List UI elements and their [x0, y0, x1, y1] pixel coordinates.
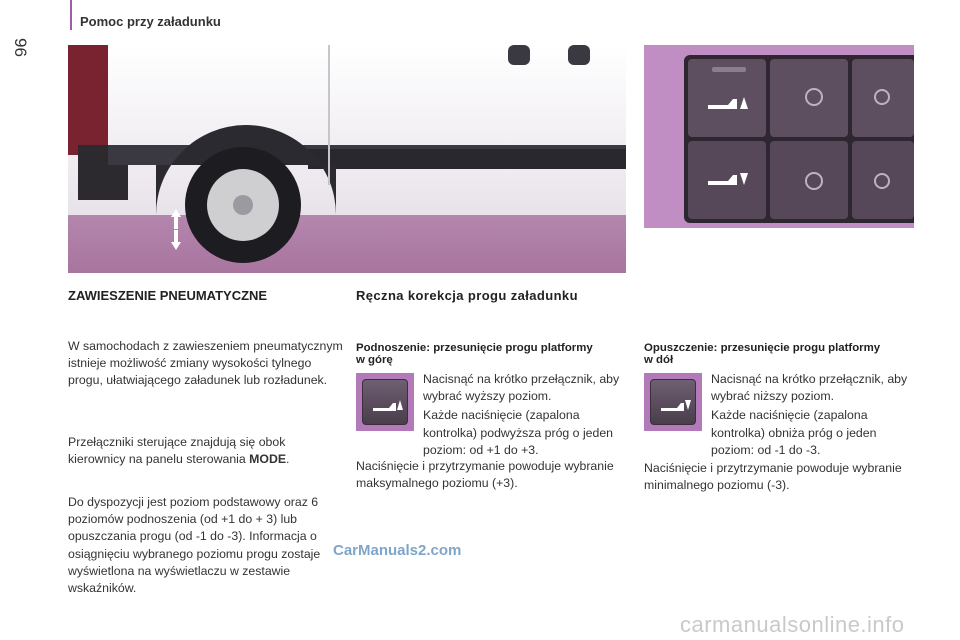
subheading-lower: Opuszczenie: przesunięcie progu platformy w dół [644, 342, 881, 366]
watermark-carmanualsonline: carmanualsonline.info [680, 612, 905, 637]
paragraph-switch-location: Przełączniki sterujące znajdują się obok kierownicy na panelu sterowania MODE. [68, 435, 290, 467]
header-title: Pomoc przy załadunku [80, 14, 221, 29]
section-heading-air-suspension: ZAWIESZENIE PNEUMATYCZNE [68, 288, 268, 303]
raise-instr-2: Każde naciśnięcie (zapalona kontrolka) podwyższa próg o jeden poziom: od +1 do +3. [423, 408, 614, 457]
paragraph-levels: Do dyspozycji jest poziom podstawowy oraz 6 poziomów podnoszenia (od +1 do + 3) lub opuszczania progu (od -1 do -3). Informacja o osiągnięciu wybranego poziomu progu zostaje wyświetlona na wyświetlaczu w zestawie wskaźników. [68, 495, 321, 596]
raise-instr-1: Nacisnąć na krótko przełącznik, aby wybrać wyższy poziom. [423, 372, 620, 404]
section-heading-manual-correction: Ręczna korekcja progu załadunku [356, 288, 578, 303]
watermark-carmanuals2[interactable]: CarManuals2.com [333, 542, 462, 559]
lower-hold-note: Naciśnięcie i przytrzymanie powoduje wybranie minimalnego poziomu (-3). [644, 461, 902, 493]
subheading-raise: Podnoszenie: przesunięcie progu platformy w górę [356, 342, 593, 366]
van-lower-icon [651, 380, 697, 426]
raise-hold-note: Naciśnięcie i przytrzymanie powoduje wybranie maksymalnego poziomu (+3). [356, 459, 614, 491]
raise-switch-image [356, 373, 414, 431]
van-rear-photo [68, 45, 626, 273]
lower-switch-image [644, 373, 702, 431]
mode-label: MODE [249, 452, 287, 467]
header-accent-bar [70, 0, 72, 30]
lower-instr-1: Nacisnąć na krótko przełącznik, aby wybrać niższy poziom. [711, 372, 908, 404]
page-number: 96 [11, 38, 30, 57]
paragraph-intro: W samochodach z zawieszeniem pneumatycznym istnieje możliwość zmiany wysokości tylnego progu, ułatwiającego załadunek lub rozładunek. [68, 339, 343, 388]
raise-instructions [423, 371, 623, 459]
lower-instructions [711, 371, 911, 459]
switch-panel-photo [644, 45, 914, 228]
van-raise-icon [363, 380, 409, 426]
lower-instr-2: Każde naciśnięcie (zapalona kontrolka) obniża próg o jeden poziom: od -1 do -3. [711, 408, 877, 457]
